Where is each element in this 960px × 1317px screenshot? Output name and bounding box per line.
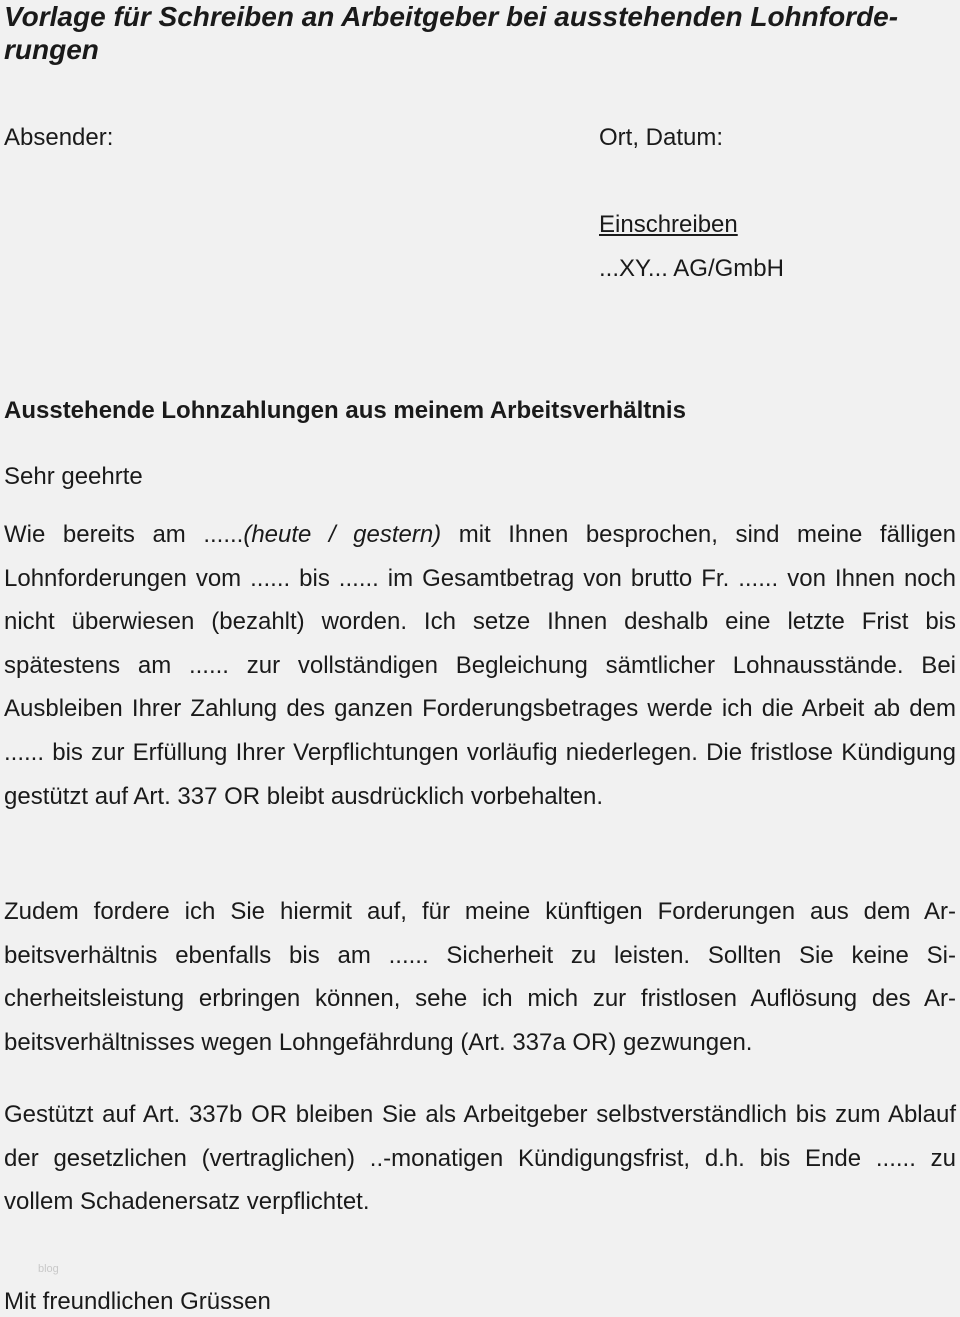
registered-mail-label: Einschreiben bbox=[599, 211, 738, 238]
recipient-address: ...XY... AG/GmbH bbox=[599, 255, 784, 282]
closing-greeting: Mit freundlichen Grüssen bbox=[4, 1288, 271, 1315]
paragraph-1-text-b: mit Ihnen besprochen, sind meine fälligen Lohnforderungen vom ...... bis ...... im Gesamtbetrag von brutto Fr. ...... von Ihnen noch nicht überwiesen (bezahlt) worden. Ich setze Ihnen deshalb eine letzte Frist bis spätestens am ...... zur vollständigen Begleichung sämtlicher Lohnausstände. Bei Ausbleiben Ihrer Zahlung des ganzen Forderungsbetrages werde ich die Arbeit ab dem ...... bis zur Erfüllung Ihrer Verpflichtungen vorläufig niederlegen. Die fristlose Kündigung gestützt auf Art. 337 OR bleibt ausdrücklich vorbehalten. bbox=[4, 521, 956, 810]
salutation: Sehr geehrte bbox=[4, 463, 143, 490]
paragraph-wage-claims bbox=[4, 513, 956, 818]
place-date-label: Ort, Datum: bbox=[599, 124, 724, 151]
sender-label: Absender: bbox=[4, 124, 114, 151]
paragraph-1-italic: (heute / gestern) bbox=[243, 521, 442, 548]
letter-subject: Ausstehende Lohnzahlungen aus meinem Arbeitsverhältnis bbox=[4, 397, 686, 424]
paragraph-damages: Gestützt auf Art. 337b OR bleiben Sie als Arbeitgeber selbstverständlich bis zum Ablauf der gesetzlichen (vertraglichen) ..-monatigen Kündigungsfrist, d.h. bis Ende ...... zu vollem Schadenersatz verpflichtet. bbox=[4, 1101, 956, 1216]
paragraph-1-text-a: Wie bereits am ...... bbox=[4, 521, 244, 548]
watermark-text: blog bbox=[38, 1263, 59, 1275]
paragraph-security-demand: Zudem fordere ich Sie hiermit auf, für meine künftigen Forderungen aus dem Arbeitsverhältnis ebenfalls bis am ...... Sicherheit zu leisten. Sollten Sie keine Sicherheitsleistung erbringen können, sehe ich mich zur fristlosen Auflösung des Arbeitsverhältnisses wegen Lohngefährdung (Art. 337a OR) gezwungen. bbox=[4, 898, 956, 1056]
document-title: Vorlage für Schreiben an Arbeitgeber bei ausstehenden Lohnforderungen bbox=[4, 1, 899, 65]
